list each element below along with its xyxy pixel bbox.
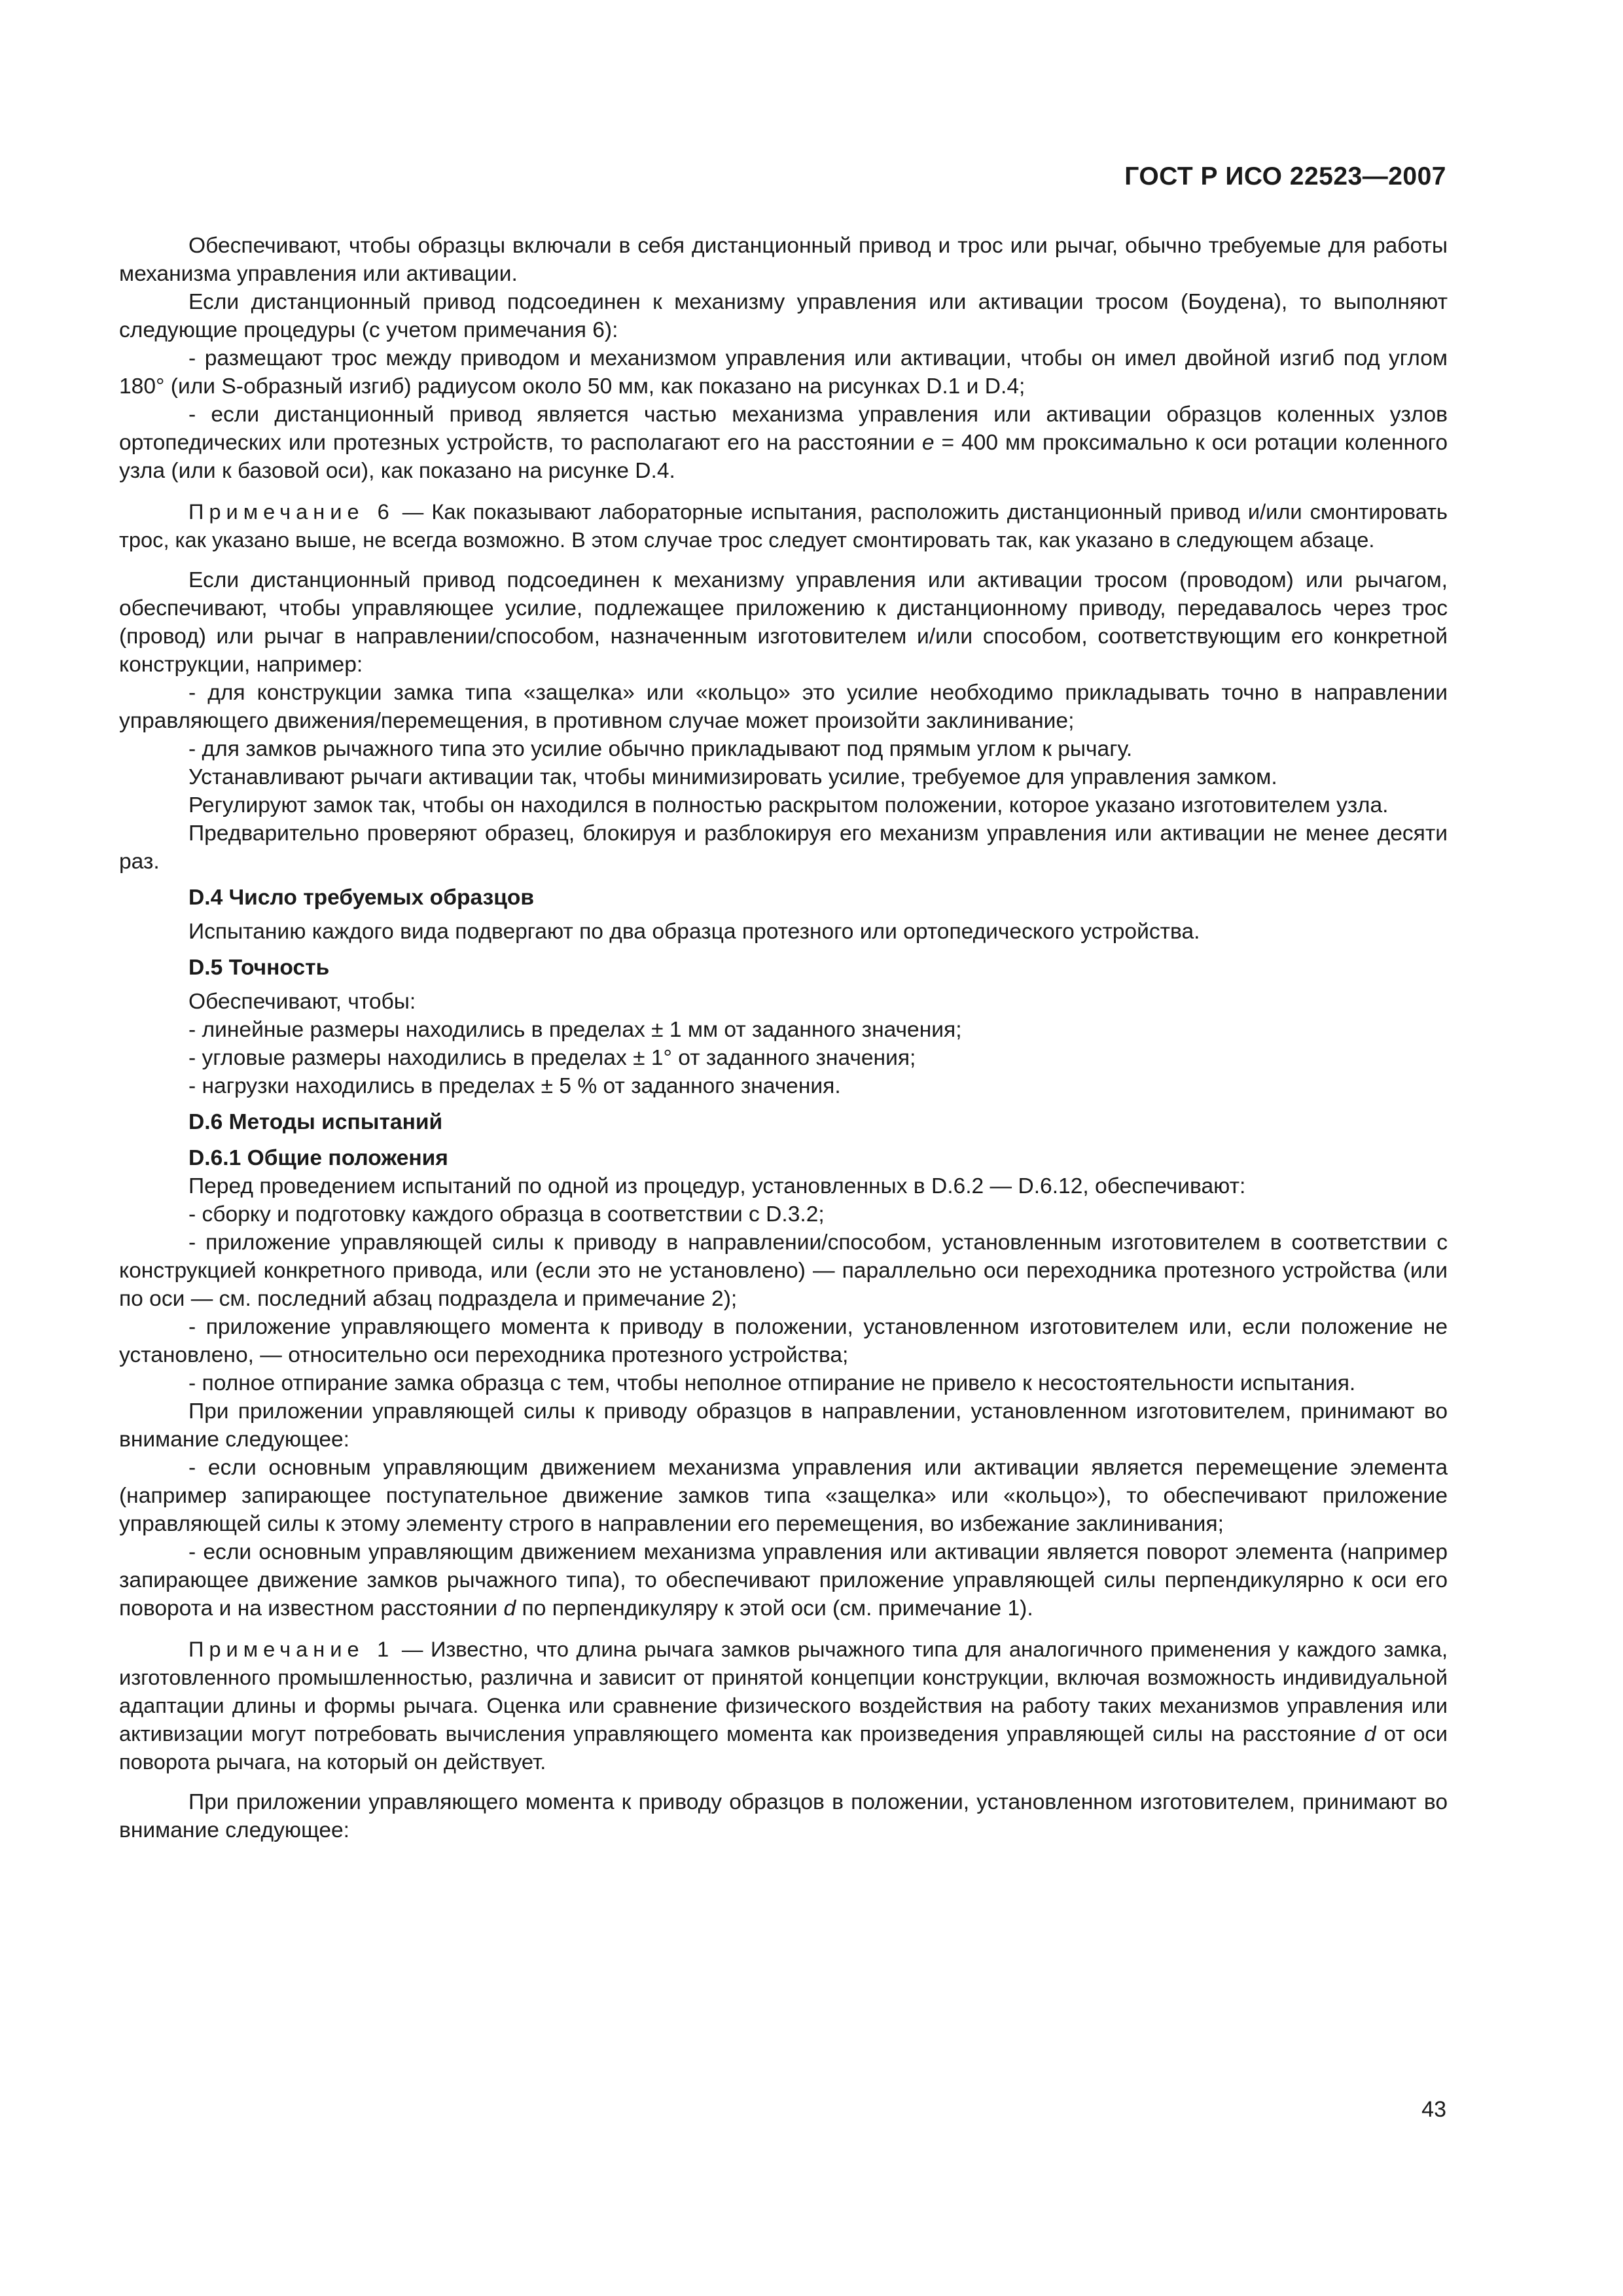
paragraph: Обеспечивают, чтобы: [188,990,416,1014]
document-header-id: ГОСТ Р ИСО 22523—2007 [1124,162,1446,190]
variable-e: e [921,431,935,455]
list-item: - размещают трос между приводом и механизмом управления или активации, чтобы он имел двойной изгиб под углом 180° (или S-образный изгиб) радиусом около 50 мм, как показано на рисунках D.1 и D.4; [119,346,1448,399]
paragraph: Предварительно проверяют образец, блокируя и разблокируя его механизм управления или активации не менее десяти раз. [119,821,1448,874]
paragraph: Устанавливают рычаги активации так, чтобы минимизировать усилие, требуемое для управления замком. [188,765,1277,789]
paragraph: Обеспечивают, чтобы образцы включали в себя дистанционный привод и трос или рычаг, обычно требуемые для работы механизма управления или активации. [119,234,1448,286]
paragraph: Если дистанционный привод подсоединен к механизму управления или активации тросом (Боудена), то выполняют следующие процедуры (с учетом примечания 6): [119,290,1448,342]
paragraph: Перед проведением испытаний по одной из процедур, установленных в D.6.2 — D.6.12, обеспечивают: [188,1174,1246,1198]
note-6: Примечание 6 — Как показывают лабораторные испытания, расположить дистанционный привод и/или смонтировать трос, как указано выше, не всегда возможно. В этом случае трос следует смонтировать так, как указано в следующем абзаце. [119,499,1448,552]
paragraph: Если дистанционный привод подсоединен к механизму управления или активации тросом (проводом) или рычагом, обеспечивают, чтобы управляющее усилие, подлежащее приложению к дистанционному приводу, передавалось через трос (провод) или рычаг в направлении/способом, назначенным изготовителем и/или способом, соответствующим его конкретной конструкции, например: [119,568,1448,677]
list-item: - если дистанционный привод является частью механизма управления или активации образцов коленных узлов ортопедических или протезных устройств, то располагают его на расстоянии e = 400 мм проксимально к оси ротации коленного узла (или к базовой оси), как показано на рисунке D.4. [119,403,1448,483]
variable-d: d [503,1596,516,1621]
section-heading-d6: D.6 Методы испытаний [188,1110,443,1134]
list-item: - угловые размеры находились в пределах ± 1° от заданного значения; [188,1046,916,1070]
subsection-heading-d61: D.6.1 Общие положения [188,1146,448,1170]
list-item: - полное отпирание замка образца с тем, чтобы неполное отпирание не привело к несостоятельности испытания. [188,1371,1356,1395]
section-heading-d5: D.5 Точность [188,956,330,980]
list-item: - нагрузки находились в пределах ± 5 % от заданного значения. [188,1074,841,1098]
list-item: - сборку и подготовку каждого образца в соответствии с D.3.2; [188,1202,825,1227]
section-heading-d4: D.4 Число требуемых образцов [188,886,535,910]
note-1: Примечание 1 — Известно, что длина рычага замков рычажного типа для аналогичного применения у каждого замка, изготовленного промышленностью, различна и зависит от принятой концепции конструкции, включая возможность индивидуальной адаптации длины и формы рычага. Оценка или сравнение физического воздействия на работу таких механизмов управления или активизации могут потребовать вычисления управляющего момента как произведения управляющей силы на расстояние d от оси поворота рычага, на который он действует. [119,1637,1448,1774]
variable-d: d [1364,1721,1376,1746]
paragraph: При приложении управляющего момента к приводу образцов в положении, установленном изготовителем, принимают во внимание следующее: [119,1790,1448,1842]
list-item: - линейные размеры находились в пределах ± 1 мм от заданного значения; [188,1018,962,1042]
paragraph: Испытанию каждого вида подвергают по два образца протезного или ортопедического устройства. [188,920,1200,944]
list-item: - приложение управляющего момента к приводу в положении, установленном изготовителем или, если положение не установлено, — относительно оси переходника протезного устройства; [119,1315,1448,1367]
document-body [119,232,1448,1844]
paragraph: При приложении управляющей силы к приводу образцов в направлении, установленном изготовителем, принимают во внимание следующее: [119,1399,1448,1452]
page-number: 43 [1421,2097,1446,2122]
paragraph: Регулируют замок так, чтобы он находился в полностью раскрытом положении, которое указано изготовителем узла. [188,793,1389,817]
list-item: - для конструкции замка типа «защелка» или «кольцо» это усилие необходимо прикладывать точно в направлении управляющего движения/перемещения, в противном случае может произойти заклинивание; [119,681,1448,733]
list-item: - для замков рычажного типа это усилие обычно прикладывают под прямым углом к рычагу. [188,737,1133,761]
note-label: Примечание 1 [188,1637,395,1661]
list-item: - если основным управляющим движением механизма управления или активации является поворот элемента (например запирающее движение замков рычажного типа), то обеспечивают приложение управляющей силы перпендикулярно к оси его поворота и на известном расстоянии d по перпендикуляру к этой оси (см. примечание 1). [119,1540,1448,1621]
list-item: - если основным управляющим движением механизма управления или активации является перемещение элемента (например запирающее поступательное движение замков типа «защелка» или «кольцо»), то обеспечивают приложение управляющей силы к этому элементу строго в направлении его перемещения, во избежание заклинивания; [119,1456,1448,1536]
note-label: Примечание 6 [188,499,395,524]
list-item: - приложение управляющей силы к приводу в направлении/способом, установленным изготовителем в соответствии с конструкцией конкретного привода, или (если это не установлено) — параллельно оси переходника протезного устройства (или по оси — см. последний абзац подраздела и примечание 2); [119,1230,1448,1311]
